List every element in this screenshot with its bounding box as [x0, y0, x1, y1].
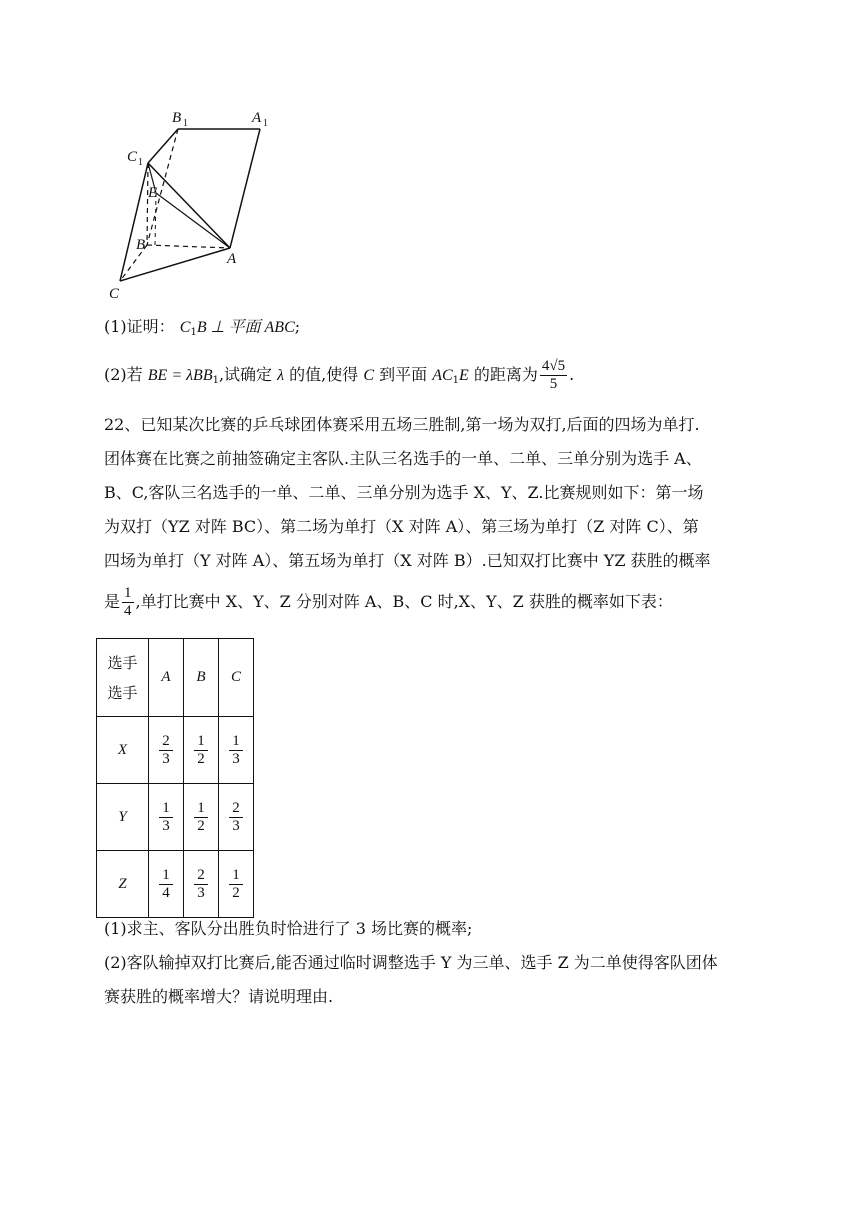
q22-subquestion-1: (1)求主、客队分出胜负时恰进行了 3 场比赛的概率; [104, 919, 473, 938]
table-cell: $\frac{1}{3}$ [149, 784, 184, 851]
table-cell: $\frac{1}{2}$ [219, 851, 254, 918]
q22-line-1: 22、已知某次比赛的乒乓球团体赛采用五场三胜制,第一场为双打,后面的四场为单打. [104, 415, 700, 434]
label-c: C [109, 286, 120, 302]
label-a1-sub: 1 [263, 118, 268, 129]
table-row [97, 784, 254, 851]
table-cell: $\frac{2}{3}$ [149, 717, 184, 784]
table-cell: $\frac{1}{3}$ [219, 717, 254, 784]
table-row [97, 851, 254, 918]
edge-b-a [147, 245, 230, 248]
row-header-y: Y [97, 784, 149, 851]
prism-figure [100, 100, 290, 305]
q22-subquestion-2-line-2: 赛获胜的概率增大？请说明理由. [104, 987, 334, 1006]
q22-subquestion-2-line-1: (2)客队输掉双打比赛后,能否通过临时调整选手 Y 为三单、选手 Z 为二单使得客队团体 [104, 953, 718, 972]
edge-c1-a [148, 163, 230, 248]
table-cell: $\frac{1}{2}$ [184, 784, 219, 851]
row-header-z: Z [97, 851, 149, 918]
q21-part1: (1)证明： $C_1B$ ⊥ 平面 ABC; [104, 317, 301, 338]
table-cell: $\frac{2}{3}$ [219, 784, 254, 851]
prism-diagram [100, 100, 290, 305]
table-cell: $\frac{1}{2}$ [184, 717, 219, 784]
table-corner-header: 选手 选手 [97, 639, 149, 717]
column-header-b: B [184, 639, 219, 717]
column-header-a: A [149, 639, 184, 717]
probability-table [96, 638, 254, 918]
yz-win-fraction: $\frac{1}{4}$ [124, 585, 132, 619]
edge-a1-a [230, 129, 260, 248]
edge-b1-c1 [148, 129, 178, 163]
label-e: E [148, 185, 158, 201]
label-c1-sub: 1 [138, 157, 143, 168]
table-cell: $\frac{2}{3}$ [184, 851, 219, 918]
edge-e-a [156, 193, 230, 248]
table-cell: $\frac{1}{4}$ [149, 851, 184, 918]
label-b: B [136, 237, 146, 253]
q22-line-6: 是 $\frac{1}{4}$ ,单打比赛中 X、Y、Z 分别对阵 A、B、C 时,X、Y、Z 获胜的概率如下表： [104, 585, 673, 619]
q21-part2: (2)若 BE = λBB$_1$,试确定 λ 的值,使得 C 到平面 $AC_1E$ 的距离为 $\frac{4√5}{5}$ . [104, 358, 575, 392]
q22-line-2: 团体赛在比赛之前抽签确定主客队.主队三名选手的一单、二单、三单分别为选手 A、 [104, 449, 702, 468]
label-b1-sub: 1 [183, 118, 188, 129]
q22-line-3: B、C,客队三名选手的一单、二单、三单分别为选手 X、Y、Z.比赛规则如下：第一场 [104, 483, 704, 502]
q22-line-5: 四场为单打（Y 对阵 A）、第五场为单打（X 对阵 B）.已知双打比赛中 YZ 获胜的概率 [104, 551, 711, 570]
label-c1: C [127, 149, 138, 165]
label-a1: A [252, 110, 262, 126]
table-header-row [97, 639, 254, 717]
column-header-c: C [219, 639, 254, 717]
table-row [97, 717, 254, 784]
q22-line-4: 为双打（YZ 对阵 BC）、第二场为单打（X 对阵 A）、第三场为单打（Z 对阵 C）、第 [104, 517, 699, 536]
row-header-x: X [97, 717, 149, 784]
edge-c1-b [147, 163, 148, 245]
label-a: A [227, 251, 237, 267]
distance-fraction: $\frac{4√5}{5}$ [541, 358, 566, 392]
label-b1: B [172, 110, 182, 126]
